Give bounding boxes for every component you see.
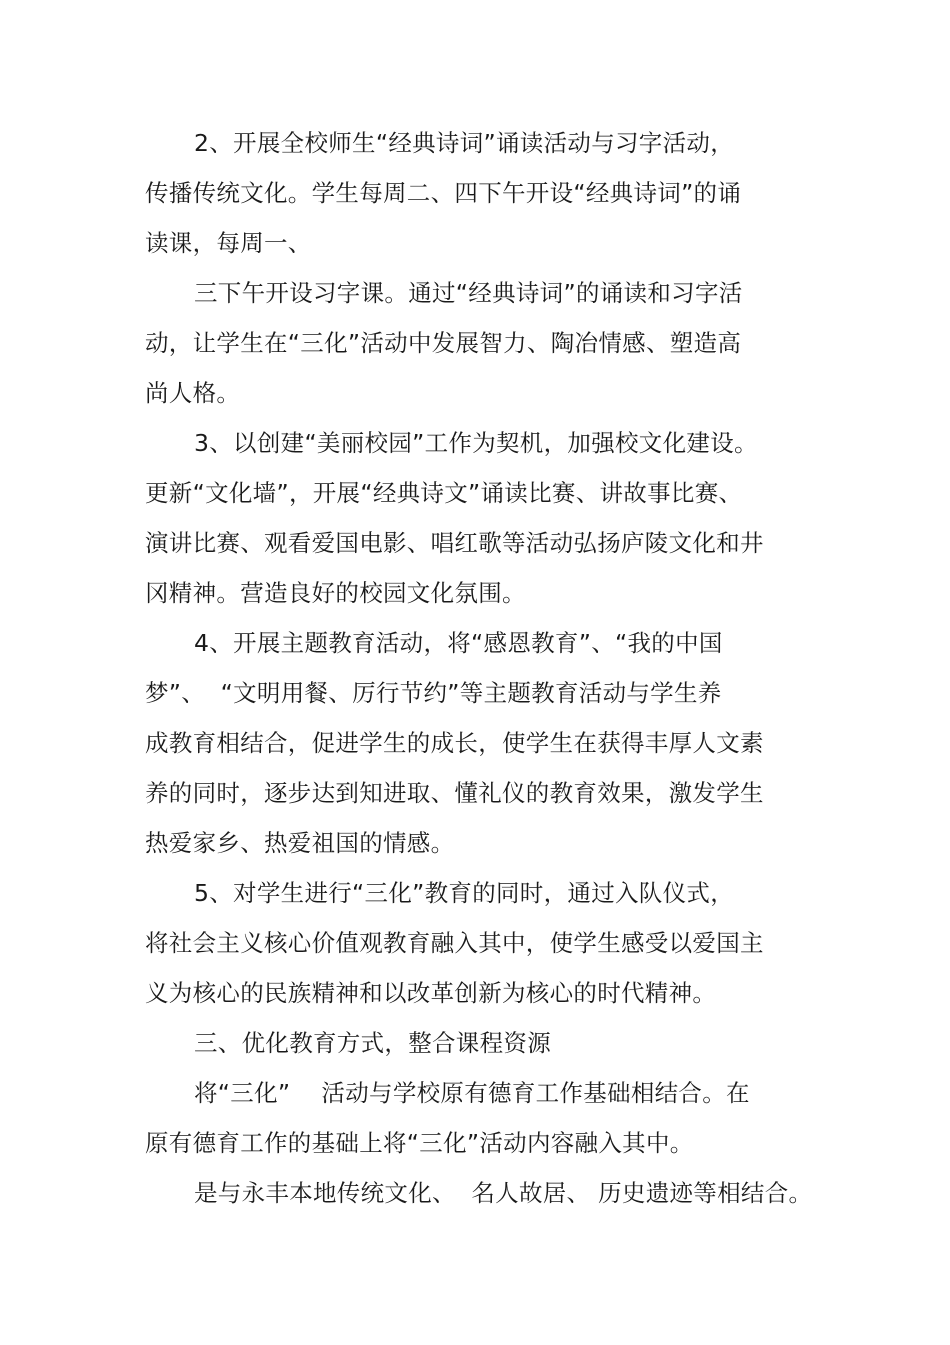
text-line-20: 将“三化” 活动与学校原有德育工作基础相结合。在 [194, 1079, 750, 1107]
text-line-2: 传播传统文化。学生每周二、四下午开设“经典诗词”的诵 [145, 179, 742, 207]
text-line-16: 5、对学生进行“三化”教育的同时，通过入队仪式， [194, 879, 734, 907]
text-line-10: 冈精神。营造良好的校园文化氛围。 [145, 579, 526, 607]
text-line-11: 4、开展主题教育活动，将“感恩教育”、“我的中国 [194, 629, 723, 657]
text-line-18: 义为核心的民族精神和以改革创新为核心的时代精神。 [145, 979, 717, 1007]
text-line-15: 热爱家乡、热爱祖国的情感。 [145, 829, 455, 857]
text-line-7: 3、以创建“美丽校园”工作为契机，加强校文化建设。 [194, 429, 758, 457]
text-line-22: 是与永丰本地传统文化、 名人故居、 历史遗迹等相结合。 [194, 1179, 813, 1207]
text-line-1: 2、开展全校师生“经典诗词”诵读活动与习字活动， [194, 129, 734, 157]
text-line-21: 原有德育工作的基础上将“三化”活动内容融入其中。 [145, 1129, 694, 1157]
text-line-6: 尚人格。 [145, 379, 241, 407]
text-line-5: 动，让学生在“三化”活动中发展智力、陶冶情感、塑造高 [145, 329, 742, 357]
text-line-8: 更新“文化墙”，开展“经典诗文”诵读比赛、讲故事比赛、 [145, 479, 743, 507]
text-line-13: 成教育相结合，促进学生的成长，使学生在获得丰厚人文素 [145, 729, 764, 757]
text-line-9: 演讲比赛、观看爱国电影、唱红歌等活动弘扬庐陵文化和井 [145, 529, 764, 557]
text-line-4: 三下午开设习字课。通过“经典诗词”的诵读和习字活 [194, 279, 743, 307]
text-line-14: 养的同时，逐步达到知进取、懂礼仪的教育效果，激发学生 [145, 779, 764, 807]
text-line-3: 读课，每周一、 [145, 229, 312, 257]
section-heading: 三、优化教育方式，整合课程资源 [194, 1029, 551, 1057]
text-line-12: 梦”、 “文明用餐、厉行节约”等主题教育活动与学生养 [145, 679, 722, 707]
text-line-17: 将社会主义核心价值观教育融入其中，使学生感受以爱国主 [145, 929, 764, 957]
